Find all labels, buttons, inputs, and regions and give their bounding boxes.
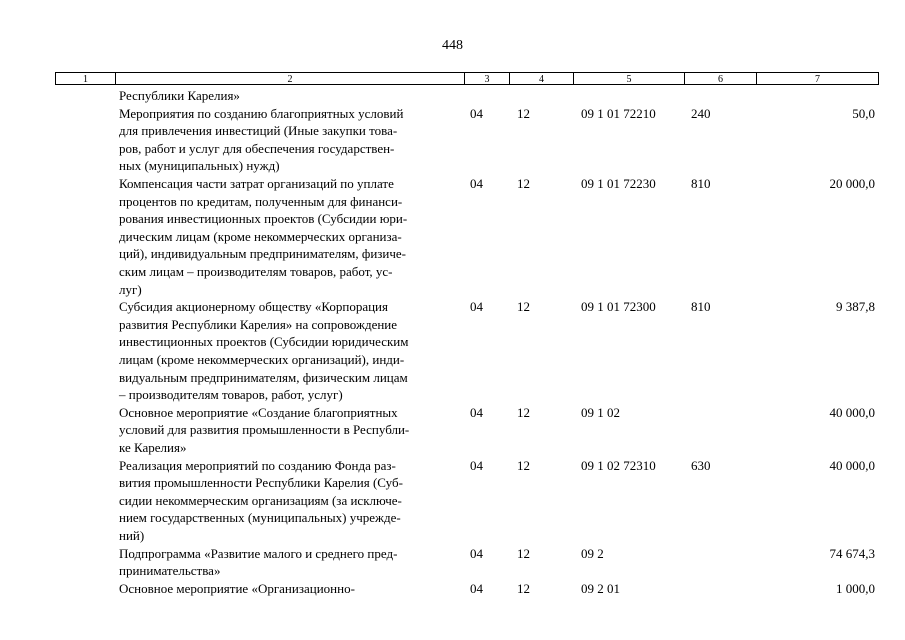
header-col-3: 3 (465, 72, 510, 85)
target-article-code: 09 1 01 72210 (581, 105, 656, 121)
page-number: 448 (442, 38, 463, 53)
section-code: 04 (470, 404, 483, 420)
description-line: ке Карелия» (119, 439, 187, 455)
target-article-code: 09 1 01 72230 (581, 176, 656, 191)
section-code: 04 (470, 299, 483, 315)
row-description (119, 580, 464, 598)
header-col-2: 2 (116, 72, 465, 85)
amount: 20 000,0 (829, 176, 875, 191)
row-description (119, 404, 464, 457)
target-article-code: 09 2 01 (581, 580, 620, 596)
header-col-7: 7 (757, 72, 879, 85)
target-article-code: 09 2 (581, 545, 604, 561)
target-article-code: 09 1 02 (581, 404, 620, 420)
row-description (119, 545, 464, 580)
section-code: 04 (470, 580, 483, 596)
description-line: нием государственных (муниципальных) учрежде- (119, 510, 401, 526)
description-line: ским лицам – производителям товаров, работ, ус- (119, 263, 393, 279)
description-line: Подпрограмма «Развитие малого и среднего пред- (119, 545, 398, 561)
description-line: Республики Карелия» (119, 88, 240, 103)
expense-type-code: 810 (691, 176, 711, 191)
description-line: Основное мероприятие «Организационно- (119, 580, 355, 596)
description-line: Основное мероприятие «Создание благоприятных (119, 404, 398, 420)
amount: 1 000,0 (836, 580, 875, 596)
section-code: 04 (470, 105, 483, 121)
row-description (119, 457, 464, 545)
description-line: ров, работ и услуг для обеспечения государствен- (119, 140, 395, 156)
description-line: Компенсация части затрат организаций по уплате (119, 176, 394, 191)
description-line: ций), индивидуальным предпринимателям, физиче- (119, 246, 407, 262)
subsection-code: 12 (517, 404, 530, 420)
description-line: процентов по кредитам, полученным для финанси- (119, 193, 403, 209)
description-line: Реализация мероприятий по созданию Фонда раз- (119, 457, 396, 473)
expense-type-code: 240 (691, 105, 711, 121)
amount: 40 000,0 (829, 457, 875, 473)
subsection-code: 12 (517, 105, 530, 121)
target-article-code: 09 1 02 72310 (581, 457, 656, 473)
row-description (119, 175, 464, 298)
description-line: лицам (кроме некоммерческих организаций), инди- (119, 351, 405, 367)
amount: 74 674,3 (829, 545, 875, 561)
header-col-6: 6 (685, 72, 757, 85)
description-line: ний) (119, 527, 145, 543)
section-code: 04 (470, 176, 483, 191)
header-col-1: 1 (55, 72, 116, 85)
description-line: Субсидия акционерному обществу «Корпорация (119, 299, 388, 315)
description-line: рования инвестиционных проектов (Субсидии юри- (119, 211, 408, 227)
description-line: развития Республики Карелия» на сопровождение (119, 316, 398, 332)
description-line: принимательства» (119, 563, 221, 579)
description-line: Мероприятия по созданию благоприятных условий (119, 105, 404, 121)
expense-type-code: 810 (691, 299, 711, 315)
subsection-code: 12 (517, 176, 530, 191)
expense-type-code: 630 (691, 457, 711, 473)
description-line: вития промышленности Республики Карелия (Суб- (119, 475, 403, 491)
subsection-code: 12 (517, 457, 530, 473)
subsection-code: 12 (517, 580, 530, 596)
description-line: сидии некоммерческим организациям (за исключе- (119, 492, 402, 508)
header-col-5: 5 (574, 72, 685, 85)
header-col-4: 4 (510, 72, 574, 85)
target-article-code: 09 1 01 72300 (581, 299, 656, 315)
amount: 9 387,8 (836, 299, 875, 315)
description-line: для привлечения инвестиций (Иные закупки това- (119, 123, 398, 139)
description-line: инвестиционных проектов (Субсидии юридическим (119, 334, 409, 350)
subsection-code: 12 (517, 299, 530, 315)
description-line: – производителям товаров, работ, услуг) (119, 387, 343, 403)
section-code: 04 (470, 457, 483, 473)
description-line: луг) (119, 281, 142, 297)
row-description (119, 105, 464, 175)
row-description (119, 298, 464, 404)
row-description (119, 87, 464, 105)
description-line: видуальным предпринимателям, физическим лицам (119, 369, 408, 385)
amount: 40 000,0 (829, 404, 875, 420)
description-line: условий для развития промышленности в Республи- (119, 422, 410, 438)
description-line: дическим лицам (кроме некоммерческих организа- (119, 228, 402, 244)
subsection-code: 12 (517, 545, 530, 561)
description-line: ных (муниципальных) нужд) (119, 158, 280, 174)
amount: 50,0 (852, 105, 875, 121)
section-code: 04 (470, 545, 483, 561)
